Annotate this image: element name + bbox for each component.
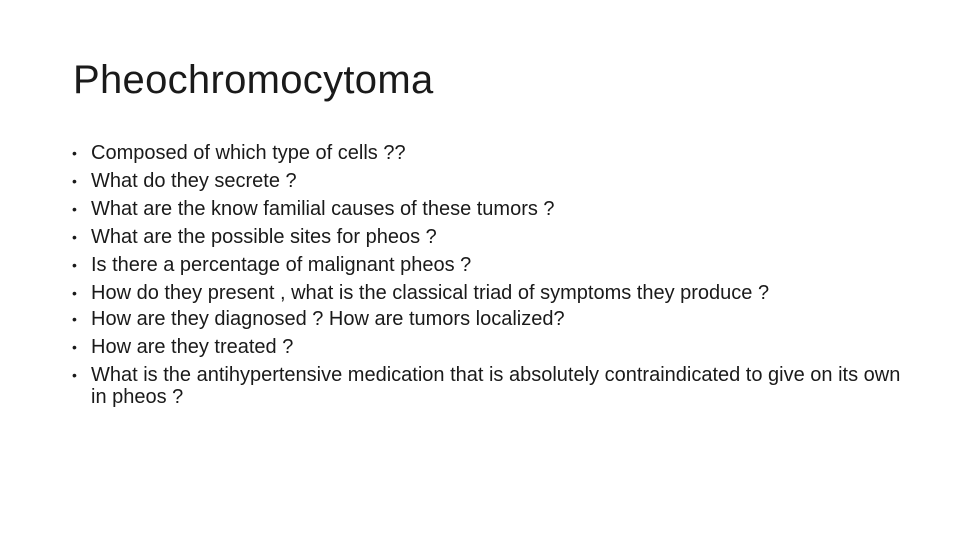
bullet-dot-icon: •: [72, 229, 77, 245]
bullet-dot-icon: •: [72, 173, 77, 189]
bullet-text: Is there a percentage of malignant pheos ?: [91, 254, 472, 276]
bullet-item: [72, 170, 902, 192]
bullet-text: What is the antihypertensive medication that is absolutely contraindicated to give on its own in pheos ?: [91, 364, 901, 408]
bullet-item: [72, 282, 902, 304]
bullet-text: What are the know familial causes of these tumors ?: [91, 198, 555, 220]
bullet-dot-icon: •: [72, 311, 77, 327]
bullet-text: What are the possible sites for pheos ?: [91, 226, 437, 248]
bullet-item: [72, 226, 902, 248]
bullet-item: [72, 308, 902, 330]
bullet-item: [72, 364, 902, 408]
bullet-text: How do they present , what is the classical triad of symptoms they produce ?: [91, 282, 770, 304]
bullet-text: Composed of which type of cells ??: [91, 142, 406, 164]
bullet-list: [72, 142, 902, 414]
bullet-dot-icon: •: [72, 339, 77, 355]
bullet-dot-icon: •: [72, 367, 77, 383]
bullet-text: How are they diagnosed ? How are tumors localized?: [91, 308, 565, 330]
slide-title: Pheochromocytoma: [73, 58, 434, 102]
bullet-dot-icon: •: [72, 257, 77, 273]
bullet-item: [72, 198, 902, 220]
bullet-item: [72, 336, 902, 358]
bullet-dot-icon: •: [72, 285, 77, 301]
bullet-item: [72, 254, 902, 276]
bullet-dot-icon: •: [72, 201, 77, 217]
bullet-text: How are they treated ?: [91, 336, 294, 358]
bullet-dot-icon: •: [72, 145, 77, 161]
bullet-item: [72, 142, 902, 164]
bullet-text: What do they secrete ?: [91, 170, 297, 192]
